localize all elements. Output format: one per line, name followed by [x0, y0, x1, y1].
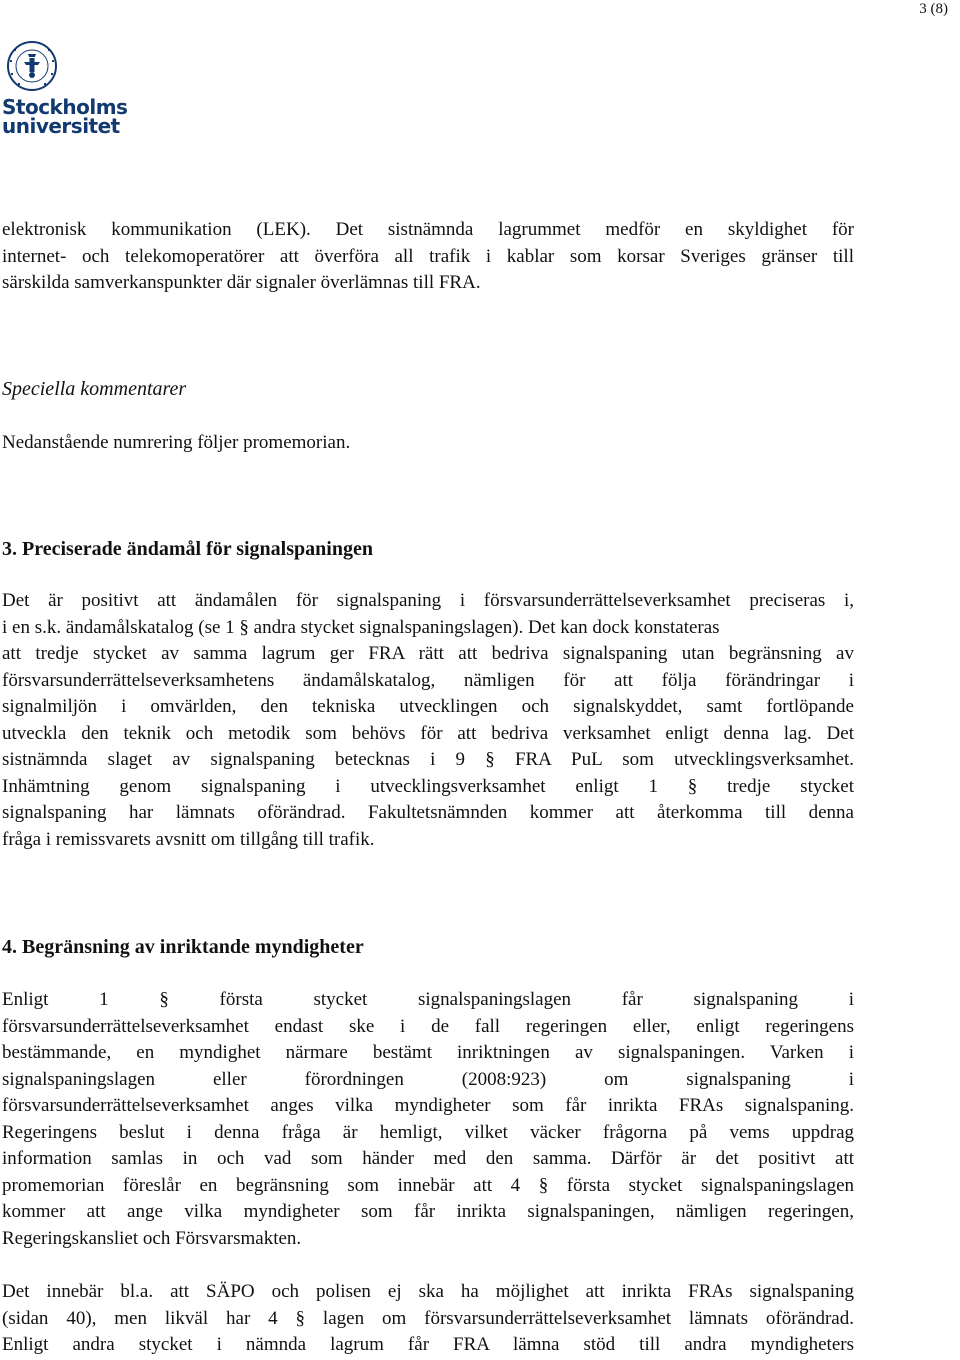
university-logo — [2, 40, 128, 140]
logo-wordmark — [2, 95, 128, 138]
logo-line-1: Stockholms — [2, 95, 128, 119]
section-4-line: kommer att ange vilka myndigheter som får inrikta signalspaningen, nämligen regeringen, — [2, 1201, 854, 1222]
section-3-line: signalmiljön i omvärlden, den tekniska utvecklingen och signalskyddet, samt fortlöpande — [2, 696, 854, 717]
section-3-line: signalspaning har lämnats oförändrad. Fakultetsnämnden kommer att återkomma till denna — [2, 802, 854, 823]
special-comments-text-block — [2, 430, 854, 457]
section-4-line: Enligt 1 § första stycket signalspaningslagen får signalspaning i — [2, 989, 854, 1010]
section-4-line: försvarsunderrättelseverksamhet endast ske i de fall regeringen eller, enligt regeringens — [2, 1015, 854, 1037]
section-4-line: försvarsunderrättelseverksamhet anges vilka myndigheter som får inrikta FRAs signalspaning. — [2, 1095, 854, 1116]
section-4-line: bestämmande, en myndighet närmare bestämt inriktningen av signalspaningen. Varken i — [2, 1042, 854, 1063]
page-number: 3 (8) — [919, 1, 948, 17]
intro-line: elektronisk kommunikation (LEK). Det sistnämnda lagrummet medför en skyldighet för — [2, 219, 854, 240]
special-comments-title: Speciella kommentarer — [2, 378, 187, 400]
section-4-line: information samlas in och vad som händer med den samma. Därför är det positivt att — [2, 1148, 854, 1169]
section-3-line: utveckla den teknik och metodik som behövs för att bedriva verksamhet enligt denna lag. Det — [2, 722, 854, 744]
section-4-line: Enligt andra stycket i nämnda lagrum får FRA lämna stöd till andra myndigheters — [2, 1334, 854, 1355]
section-3-heading: 3. Preciserade ändamål för signalspaningen — [2, 538, 373, 560]
section-3-line: Det är positivt att ändamålen för signalspaning i försvarsunderrättelseverksamhet preciseras i, — [2, 590, 854, 611]
intro-line: internet- och telekomoperatörer att överföra all trafik i kablar som korsar Sveriges gränser till — [2, 245, 854, 267]
logo-line-2: universitet — [2, 114, 120, 138]
section-4-heading: 4. Begränsning av inriktande myndigheter — [2, 936, 364, 958]
section-4-line: (sidan 40), men likväl har 4 § lagen om försvarsunderrättelseverksamhet lämnats oförändrad. — [2, 1307, 854, 1329]
section-3-line: Inhämtning genom signalspaning i utvecklingsverksamhet enligt 1 § tredje stycket — [2, 775, 854, 797]
section-4-line: Regeringens beslut i denna fråga är hemligt, vilket väcker frågorna på vems uppdrag — [2, 1121, 854, 1143]
section-4-heading-block — [2, 934, 854, 961]
special-comments-text: Nedanstående numrering följer promemorian. — [2, 432, 351, 453]
section-4-paragraph-1 — [2, 987, 854, 1252]
section-3-paragraph — [2, 588, 854, 853]
section-4-line: signalspaningslagen eller förordningen (2008:923) om signalspaning i — [2, 1068, 854, 1090]
section-3-line: i en s.k. ändamålskatalog (se 1 § andra stycket signalspaningslagen). Det kan dock konstateras — [2, 616, 720, 638]
section-3-line: försvarsunderrättelseverksamhetens ändamålskatalog, nämligen för att följa förändringar i — [2, 669, 854, 691]
section-4-paragraph-2 — [2, 1279, 854, 1359]
section-4-line: Det innebär bl.a. att SÄPO och polisen ej ska ha möjlighet att inrikta FRAs signalspaning — [2, 1281, 854, 1302]
section-3-line: att tredje stycket av samma lagrum ger FRA rätt att bedriva signalspaning utan begränsning av — [2, 643, 854, 664]
intro-paragraph — [2, 217, 854, 297]
university-seal-icon — [2, 40, 62, 96]
section-4-line: Regeringskansliet och Försvarsmakten. — [2, 1227, 302, 1249]
special-comments-section — [2, 376, 854, 403]
section-4-line: promemorian föreslår en begränsning som innebär att 4 § första stycket signalspaningslagen — [2, 1174, 854, 1196]
section-3-line: fråga i remissvarets avsnitt om tillgång till trafik. — [2, 828, 375, 850]
section-3-heading-block — [2, 536, 854, 563]
section-3-line: sistnämnda slaget av signalspaning betecknas i 9 § FRA PuL som utvecklingsverksamhet. — [2, 749, 854, 770]
intro-line: särskilda samverkanspunkter där signaler överlämnas till FRA. — [2, 272, 481, 293]
